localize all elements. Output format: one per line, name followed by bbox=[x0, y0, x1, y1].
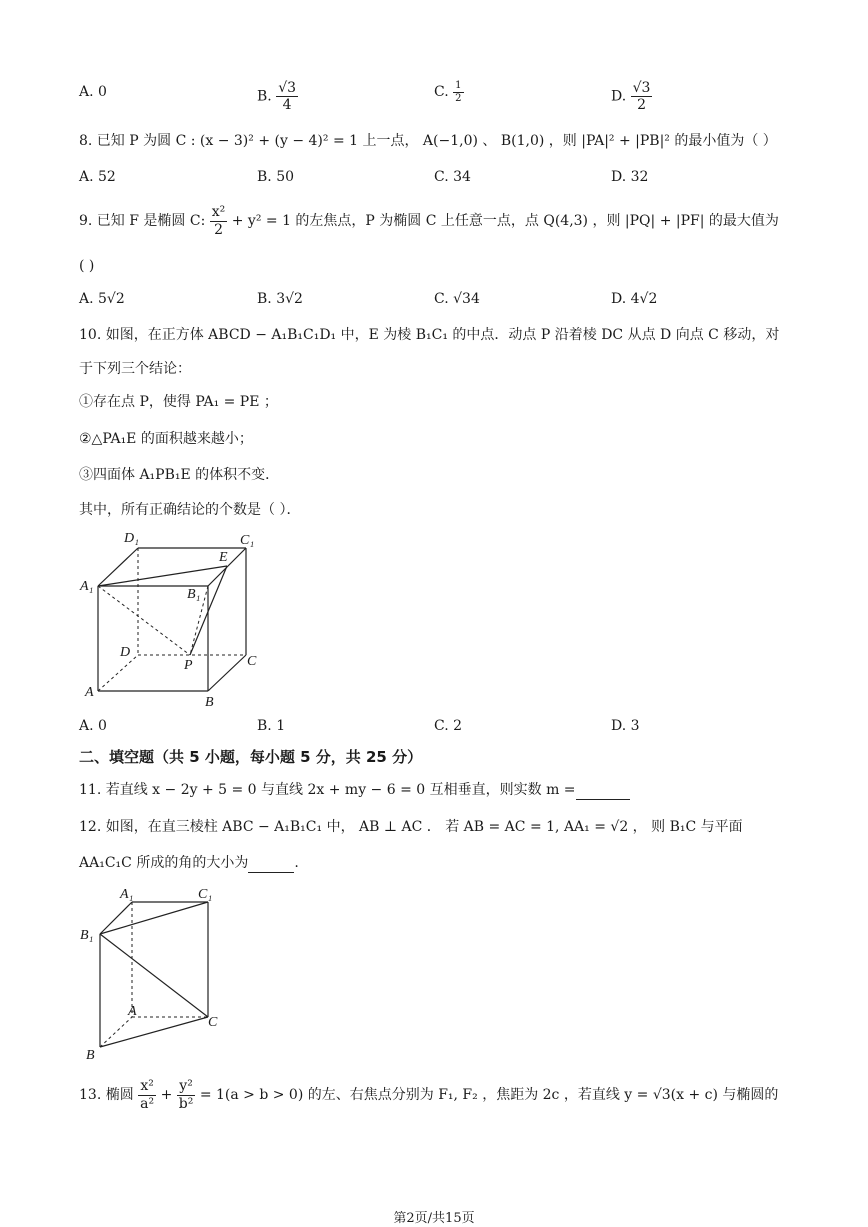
q8-options bbox=[79, 169, 799, 193]
label-c: C bbox=[208, 1015, 218, 1030]
q12-answer-blank[interactable] bbox=[248, 854, 294, 873]
q8-option-c: C. 34 bbox=[434, 169, 471, 185]
q13-fraction-x: $\frac{\text{x²}}{\text{a²}}$ bbox=[140, 1078, 155, 1112]
q12-prism-figure bbox=[76, 882, 246, 1062]
q8-option-d: D. 32 bbox=[611, 169, 649, 185]
q11-answer-blank[interactable] bbox=[576, 781, 630, 800]
label-c1: C₁ bbox=[240, 533, 255, 548]
q9-options bbox=[79, 291, 799, 315]
q8-option-a: A. 52 bbox=[79, 169, 116, 185]
q10-option-c: C. 2 bbox=[434, 718, 463, 734]
label-e: E bbox=[219, 550, 228, 565]
label-a: A bbox=[128, 1004, 137, 1019]
q10-conclusion-3: ③四面体 A₁PB₁E 的体积不变． bbox=[79, 467, 280, 483]
label-c: C bbox=[247, 654, 257, 669]
q10-option-d: D. 3 bbox=[611, 718, 640, 734]
label-a1: A₁ bbox=[120, 887, 134, 902]
q12-line1: 12. 如图，在直三棱柱 ABC − A₁B₁C₁ 中， AB ⊥ AC ． 若 AB = AC = 1, AA₁ = √2 ， 则 B₁C 与平面 bbox=[79, 819, 743, 835]
q9-option-b: B. 3√2 bbox=[257, 291, 303, 307]
label-d: D bbox=[120, 645, 131, 660]
label-c1: C₁ bbox=[198, 887, 213, 902]
label-b1: B₁ bbox=[80, 928, 94, 943]
label-a1: A₁ bbox=[80, 579, 94, 594]
label-b1: B₁ bbox=[187, 587, 201, 602]
q7-option-d: D. $\frac{√3}{2}$ bbox=[611, 80, 651, 114]
q10-conclusion-1: ①存在点 P，使得 PA₁ = PE ； bbox=[79, 394, 278, 410]
q7-option-a: A. 0 bbox=[79, 84, 107, 100]
label-a: A bbox=[85, 685, 94, 700]
q10-line2: 于下列三个结论： bbox=[79, 361, 191, 377]
q10-option-b: B. 1 bbox=[257, 718, 286, 734]
q11-question: 11. 若直线 x − 2y + 5 = 0 与直线 2x + my − 6 = 0 互相垂直，则实数 m = bbox=[79, 780, 798, 800]
label-b: B bbox=[86, 1048, 95, 1062]
q9-fraction: $\frac{\text{x²}}{2}$ bbox=[211, 204, 226, 238]
q10-options bbox=[79, 718, 799, 742]
label-d1: D₁ bbox=[124, 531, 139, 546]
q12-line2: AA₁C₁C 所成的角的大小为 . bbox=[79, 855, 299, 871]
q9-option-d: D. 4√2 bbox=[611, 291, 658, 307]
q10-conclusion-2: ②△PA₁E 的面积越来越小； bbox=[79, 431, 253, 447]
q9-question: 9. 已知 F 是椭圆 C: $\frac{\text{x²}}{2}$ + y² = 1 的左焦点，P 为椭圆 C 上任意一点，点 Q(4,3) ，则 |PQ| + |PF| 的最大值为 bbox=[79, 204, 779, 238]
q7-d-fraction: $\frac{√3}{2}$ bbox=[632, 80, 651, 114]
q10-cube-figure bbox=[72, 528, 272, 713]
q7-b-fraction: $\frac{√3}{4}$ bbox=[278, 80, 297, 114]
q10-line1: 10. 如图，在正方体 ABCD − A₁B₁C₁D₁ 中，E 为棱 B₁C₁ 的中点．动点 P 沿着棱 DC 从点 D 向点 C 移动，对 bbox=[79, 327, 780, 343]
q7-option-b: B. $\frac{√3}{4}$ bbox=[257, 80, 297, 114]
q10-ask: 其中，所有正确结论的个数是（ ）． bbox=[79, 502, 301, 518]
q9-option-a: A. 5√2 bbox=[79, 291, 125, 307]
q10-option-a: A. 0 bbox=[79, 718, 107, 734]
q8-question: 8. 已知 P 为圆 C : (x − 3)² + (y − 4)² = 1 上一点， A(−1,0) 、 B(1,0) ，则 |PA|² + |PB|² 的最小值为（ ） bbox=[79, 133, 777, 149]
q13-fraction-y: $\frac{\text{y²}}{\text{b²}}$ bbox=[178, 1078, 194, 1112]
label-p: P bbox=[184, 658, 193, 673]
q9-answer-paren: ( ) bbox=[79, 258, 95, 274]
q7-c-fraction: $\frac{1}{2}$ bbox=[455, 80, 462, 104]
section-heading: 二、填空题（共 5 小题，每小题 5 分，共 25 分） bbox=[79, 748, 423, 766]
q13-question: 13. 椭圆 $\frac{\text{x²}}{\text{a²}}$ + $\frac{\text{y²}}{\text{b²}}$ = 1(a > b > 0) 的左、右焦点分别为 F₁, F₂ ，焦距为 2c ，若直线 y = √3(x + c) 与椭圆的 bbox=[79, 1078, 779, 1112]
q9-option-c: C. √34 bbox=[434, 291, 480, 307]
q7-options bbox=[79, 80, 799, 120]
q8-option-b: B. 50 bbox=[257, 169, 295, 185]
q7-option-c: C. $\frac{1}{2}$ bbox=[434, 80, 462, 104]
page-number: 第2页/共15页 bbox=[393, 1211, 475, 1226]
label-b: B bbox=[205, 695, 214, 710]
